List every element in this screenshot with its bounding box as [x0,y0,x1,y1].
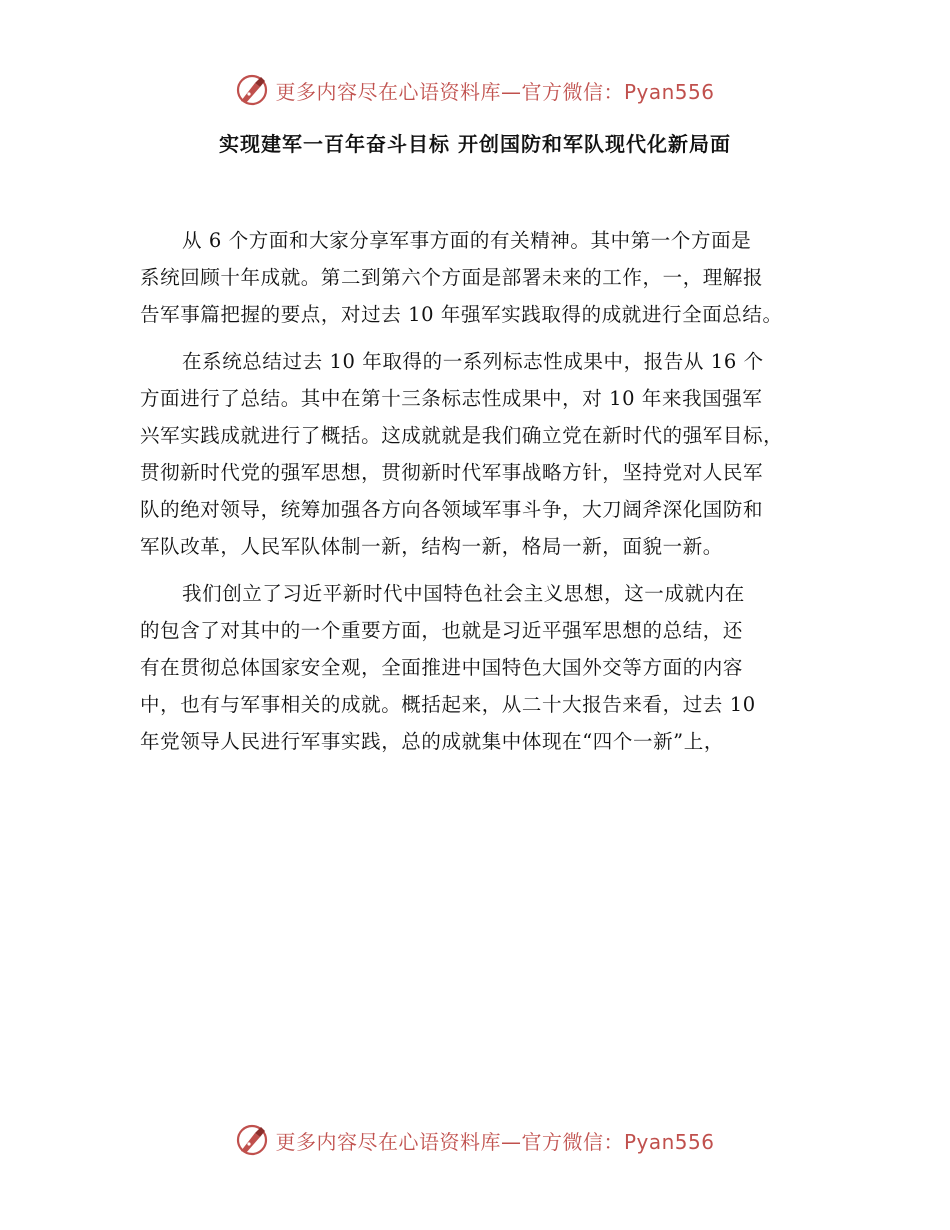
text-line: 年党领导人民进行军事实践，总的成就集中体现在“四个一新”上， [140,730,724,753]
text-line: 队的绝对领导，统筹加强各方向各领域军事斗争，大刀阔斧深化国防和 [140,498,764,521]
text-line: 从 6 个方面和大家分享军事方面的有关精神。其中第一个方面是 [182,229,752,252]
header-banner [0,70,950,110]
text-line: 有在贯彻总体国家安全观，全面推进中国特色大国外交等方面的内容 [140,656,744,679]
paragraph-3 [140,575,830,760]
text-line: 的包含了对其中的一个重要方面，也就是习近平强军思想的总结，还 [140,619,744,642]
pen-logo-icon [235,1123,269,1157]
text-line: 告军事篇把握的要点，对过去 10 年强军实践取得的成就进行全面总结。 [140,303,783,326]
text-line: 方面进行了总结。其中在第十三条标志性成果中，对 10 年来我国强军 [140,387,763,410]
text-line: 军队改革，人民军队体制一新，结构一新，格局一新，面貌一新。 [140,535,723,558]
text-line: 在系统总结过去 10 年取得的一系列标志性成果中，报告从 16 个 [182,350,764,373]
header-banner-text: 更多内容尽在心语资料库—官方微信：Pyan556 [275,79,715,104]
footer-banner-text: 更多内容尽在心语资料库—官方微信：Pyan556 [275,1129,715,1154]
text-line: 兴军实践成就进行了概括。这成就就是我们确立党在新时代的强军目标， [140,424,784,447]
paragraph-1 [140,222,830,333]
document-body [140,222,830,770]
text-line: 我们创立了习近平新时代中国特色社会主义思想，这一成就内在 [182,582,745,605]
document-title: 实现建军一百年奋斗目标 开创国防和军队现代化新局面 [219,132,731,156]
text-line: 系统回顾十年成就。第二到第六个方面是部署未来的工作，一，理解报 [140,266,764,289]
text-line: 中，也有与军事相关的成就。概括起来，从二十大报告来看，过去 10 [140,693,756,716]
paragraph-2 [140,343,830,565]
footer-banner [0,1120,950,1160]
text-line: 贯彻新时代党的强军思想，贯彻新时代军事战略方针，坚持党对人民军 [140,461,764,484]
pen-logo-icon [235,73,269,107]
